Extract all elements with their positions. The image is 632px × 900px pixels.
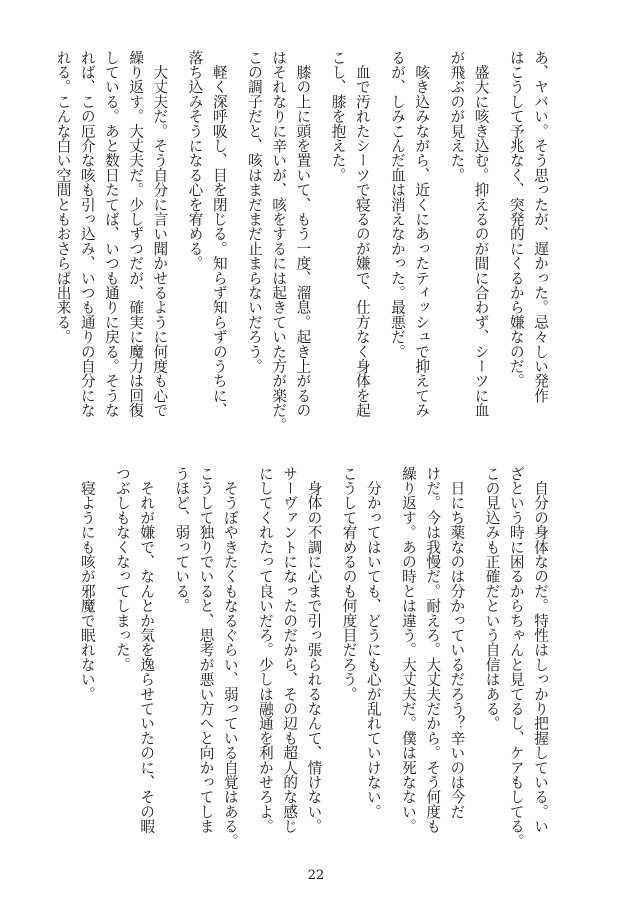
text-column: 咳き込みながら、近くにあったティッシュで抑えてみ [413, 50, 431, 418]
text-column: けだ。今は我慢だ。耐えろ。大丈夫だから。そう何度も [424, 466, 442, 834]
paragraph-gap [493, 50, 504, 51]
text-column: そうぼやきたくもなるぐらい、弱っている自覚はある。 [221, 466, 239, 849]
text-column: 落ち込みそうになる心を宥める。 [186, 50, 204, 271]
text-column: 繰り返す。大丈夫だ。少しずつだが、確実に魔力は回復 [127, 50, 145, 418]
text-column: 自分の身体なのだ。特性はしっかり把握している。い [532, 466, 549, 834]
text-column: こうして宥めるのも何度目だろう。 [340, 466, 358, 702]
text-column: はこうして予兆なく、突発的にくるから嫌なのだ。 [507, 50, 525, 389]
text-column: るが、しみこんだ血は消えなかった。最悪だ。 [388, 50, 406, 359]
text-column: この調子だと、咳はまだまだ止まらないだろう。 [245, 50, 263, 374]
paragraph-gap [374, 50, 385, 51]
paragraph-gap [314, 50, 325, 51]
text-block-lower [78, 466, 552, 849]
text-column: ざという時に困るからちゃんと見てるし、ケアもしてる。 [507, 466, 525, 849]
text-column: 血で汚れたシーツで寝るのが嫌で、仕方なく身体を起 [353, 50, 371, 418]
text-column: れる。こんな白い空間ともおさらば出来る。 [54, 50, 72, 344]
paragraph-gap [158, 466, 169, 467]
paragraph-gap [242, 466, 253, 467]
text-column: 日にち薬なのは分かっているだろう？辛いのは今だ [448, 466, 466, 819]
paragraph-gap [99, 466, 110, 467]
text-column: 大丈夫だ。そう自分に言い聞かせるように何度も心で [151, 50, 169, 418]
text-column: つぶしもなくなってしまった。 [113, 466, 131, 672]
text-column: 盛大に咳き込む。抑えるのが間に合わず、シーツに血 [472, 50, 490, 418]
text-column: している。あと数日たてば、いつも通りに戻る。そうな [102, 50, 120, 418]
text-column: にしてくれたって良いだろ。少しは融通を利かせろよ。 [256, 466, 274, 834]
text-column: はそれなりに辛いが、咳をするには起きていた方が楽だ。 [270, 50, 288, 433]
text-block-upper [54, 50, 552, 433]
paragraph-gap [171, 50, 182, 51]
paragraph-gap [325, 466, 336, 467]
paragraph-gap [231, 50, 242, 51]
text-column: こうして独りでいると、思考が悪い方へと向かってしま [197, 466, 215, 834]
text-column: 軽く深呼吸し、目を閉じる。知らず知らずのうちに、 [210, 50, 228, 418]
text-column: うほど、弱っている。 [173, 466, 191, 613]
paragraph-gap [385, 466, 396, 467]
text-column: あ、ヤバい。そう思ったが、遅かった。忌々しい発作 [532, 50, 549, 403]
text-column: れば、この厄介な咳も引っ込み、いつも通りの自分にな [78, 50, 96, 418]
text-column: 寝ようにも咳が邪魔で眠れない。 [78, 466, 96, 702]
page-number: 22 [307, 868, 325, 883]
text-column: 身体の不調に心まで引っ張られるなんて、情けない。 [305, 466, 323, 834]
text-column: この見込みも正確だという自信はある。 [483, 466, 501, 731]
text-column: こし、膝を抱えた。 [329, 50, 347, 183]
paragraph-gap [433, 50, 444, 51]
text-column: が飛ぶのが見えた。 [448, 50, 466, 183]
text-column: 膝の上に頭を置いて、もう一度、溜息。起き上がるの [294, 50, 312, 418]
text-column: 分かってはいても、どうにも心が乱れていけない。 [364, 466, 382, 819]
text-column: サーヴァントになったのだから、その辺も超人的な感じ [281, 466, 299, 834]
text-column: それが嫌で、なんとか気を逸らせていたのに、その暇 [138, 466, 156, 834]
text-column: 繰り返す。あの時とは違う。大丈夫だ。僕は死なない。 [399, 466, 417, 834]
paragraph-gap [468, 466, 479, 467]
